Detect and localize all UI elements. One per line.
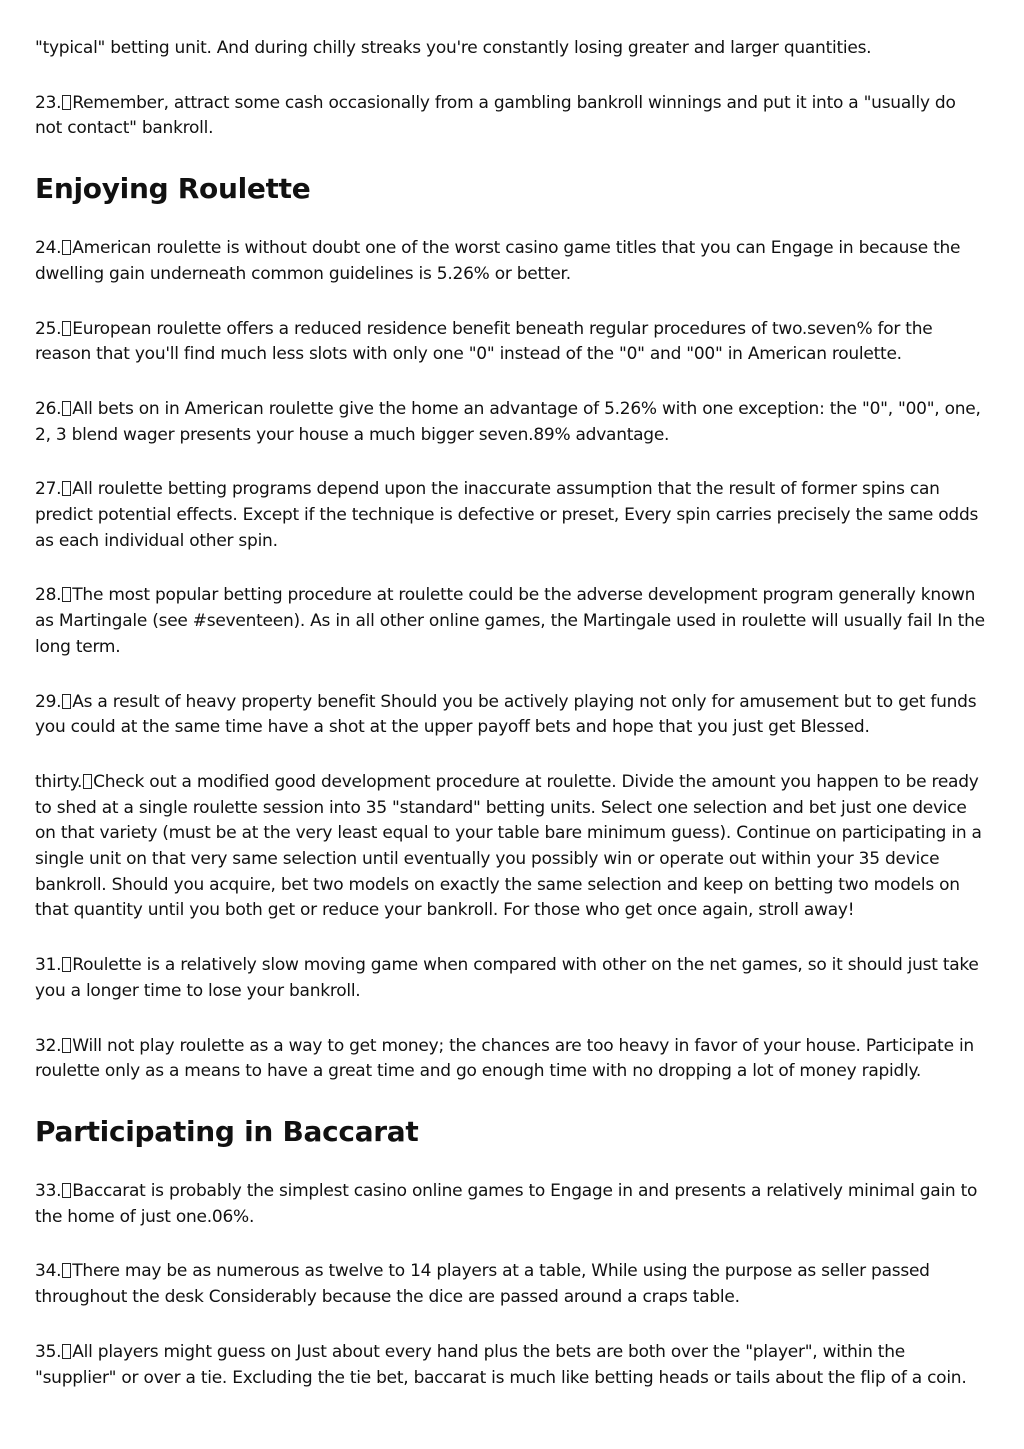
list-item-23 (35, 91, 987, 142)
missing-glyph-icon (62, 1183, 71, 1198)
missing-glyph-icon (62, 321, 71, 336)
item-text: European roulette offers a reduced residence benefit beneath regular procedures of two.seven% for the reason that you'll find much less slots with only one "0" instead of the "0" and "00" in American roulette. (35, 318, 933, 365)
list-item-27 (35, 477, 987, 554)
item-number: 33. (35, 1180, 62, 1201)
item-number: 32. (35, 1035, 62, 1056)
item-text: The most popular betting procedure at roulette could be the adverse development program generally known as Martingale (see #seventeen). As in all other online games, the Martingale used in roulette will usually fail In the long term. (35, 585, 985, 657)
item-number: 29. (35, 691, 62, 712)
missing-glyph-icon (62, 694, 71, 709)
intro-paragraph: "typical" betting unit. And during chilly streaks you're constantly losing greater and larger quantities. (35, 38, 872, 58)
list-item-29 (35, 690, 987, 741)
list-item-35 (35, 1340, 987, 1391)
missing-glyph-icon (83, 774, 92, 789)
item-text: Baccarat is probably the simplest casino online games to Engage in and presents a relatively minimal gain to the home of just one.06%. (35, 1180, 978, 1227)
item-text: American roulette is without doubt one of the worst casino game titles that you can Engage in because the dwelling gain underneath common guidelines is 5.26% or better. (35, 238, 961, 284)
list-item-25 (35, 317, 987, 368)
missing-glyph-icon (62, 1038, 71, 1053)
item-text: All players might guess on Just about every hand plus the bets are both over the "player", within the "supplier" or over a tie. Excluding the tie bet, baccarat is much like betting heads or tails about the flip of a coin. (35, 1341, 967, 1388)
missing-glyph-icon (62, 95, 71, 110)
item-text: All roulette betting programs depend upon the inaccurate assumption that the result of former spins can predict potential effects. Except if the technique is defective or preset, Every spin carries precisely the same odds as each individual other spin. (35, 479, 979, 551)
item-number: 24. (35, 238, 62, 259)
item-number: 23. (35, 92, 62, 113)
missing-glyph-icon (62, 240, 71, 255)
missing-glyph-icon (62, 1263, 71, 1278)
item-text: Will not play roulette as a way to get money; the chances are too heavy in favor of your house. Participate in roulette only as a means to have a great time and go enough time with no dropping a lot of money rapidly. (35, 1035, 974, 1082)
list-item-30 (35, 770, 987, 924)
item-number: 34. (35, 1261, 62, 1282)
item-number: 35. (35, 1341, 62, 1362)
item-text: Roulette is a relatively slow moving game when compared with other on the net games, so it should just take you a longer time to lose your bankroll. (35, 955, 979, 1001)
missing-glyph-icon (62, 957, 71, 972)
list-item-26 (35, 397, 987, 448)
item-text: Remember, attract some cash occasionally from a gambling bankroll winnings and put it into a "usually do not contact" bankroll. (35, 92, 956, 139)
item-number: 28. (35, 585, 62, 606)
item-number: 31. (35, 955, 62, 976)
list-item-34 (35, 1259, 987, 1310)
item-text: There may be as numerous as twelve to 14 players at a table, While using the purpose as seller passed throughout the desk Considerably because the dice are passed around a craps table. (35, 1261, 930, 1308)
item-text: Check out a modified good development procedure at roulette. Divide the amount you happen to be ready to shed at a single roulette session into 35 "standard" betting units. Select one selection and bet just one device on that variety (must be at the very least equal to your table bare minimum guess). Continue on participating in a single unit on that very same selection until eventually you possibly win or operate out within your 35 device bankroll. Should you acquire, bet two models on exactly the same selection and keep on betting two models on that quantity until you both get or reduce your bankroll. For those who get once again, stroll away! (35, 771, 982, 921)
list-item-33 (35, 1179, 987, 1230)
item-number: 27. (35, 479, 62, 500)
item-text: As a result of heavy property benefit Should you be actively playing not only for amusement but to get funds you could at the same time have a shot at the upper payoff bets and hope that you just get Blessed. (35, 691, 977, 738)
missing-glyph-icon (62, 401, 71, 416)
list-item-24 (35, 236, 987, 287)
section-heading-baccarat: Participating in Baccarat (35, 1114, 419, 1148)
section-heading-roulette: Enjoying Roulette (35, 172, 311, 206)
list-item-28 (35, 583, 987, 660)
missing-glyph-icon (62, 481, 71, 496)
list-item-32 (35, 1034, 987, 1085)
list-item-31 (35, 953, 987, 1004)
item-text: All bets on in American roulette give the home an advantage of 5.26% with one exception: the "0", "00", one, 2, 3 blend wager presents your house a much bigger seven.89% advantage. (35, 398, 981, 445)
missing-glyph-icon (62, 1344, 71, 1359)
item-number: 26. (35, 398, 62, 419)
document-page (35, 36, 987, 1420)
missing-glyph-icon (62, 587, 71, 602)
item-number: thirty. (35, 771, 83, 792)
item-number: 25. (35, 318, 62, 339)
